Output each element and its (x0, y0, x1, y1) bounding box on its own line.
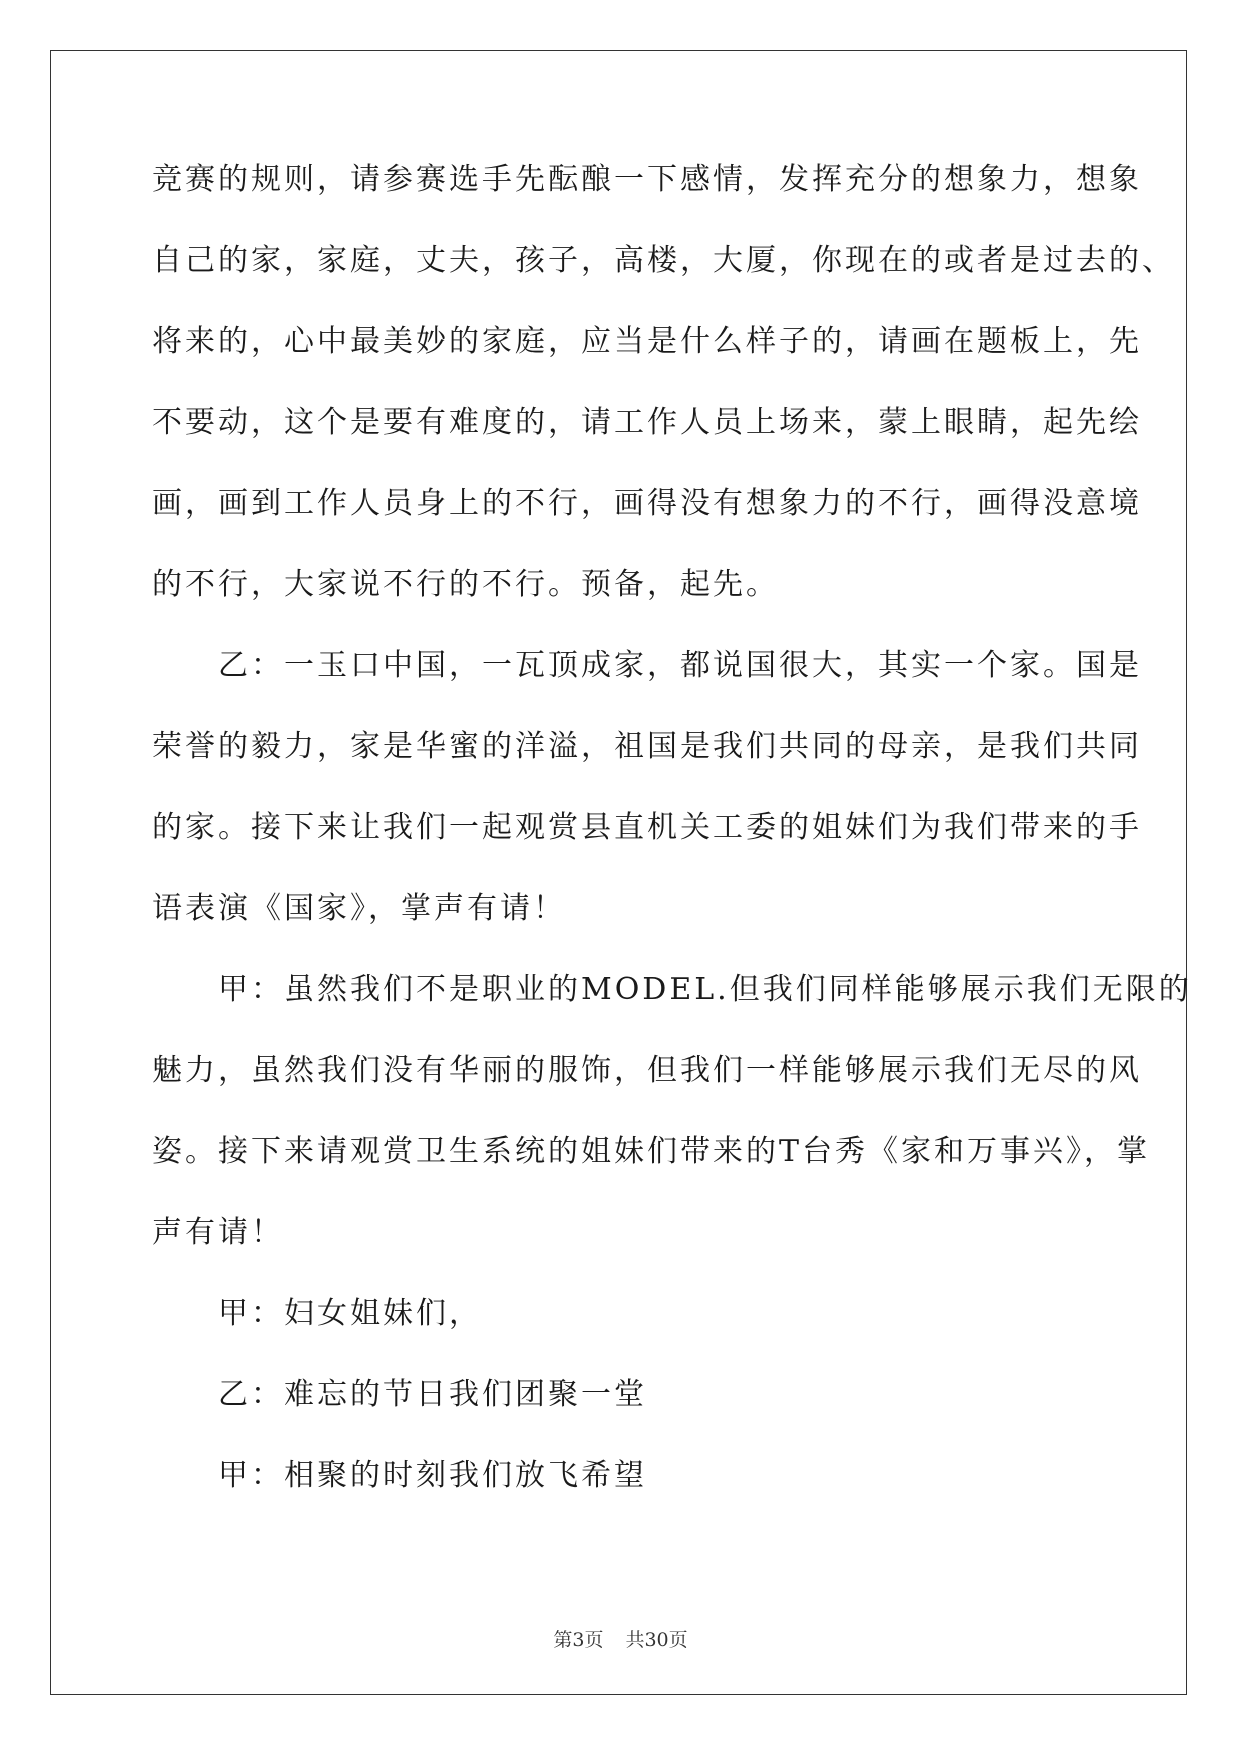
text-line: 姿。接下来请观赏卫生系统的姐妹们带来的T台秀《家和万事兴》，掌 (152, 1134, 1151, 1169)
document-body (152, 160, 1192, 1537)
text-line: 将来的，心中最美妙的家庭，应当是什么样子的，请画在题板上，先 (152, 324, 1142, 359)
text-line: 画，画到工作人员身上的不行，画得没有想象力的不行，画得没意境 (152, 486, 1142, 521)
text-line: 魅力，虽然我们没有华丽的服饰，但我们一样能够展示我们无尽的风 (152, 1053, 1142, 1088)
text-line: 甲：虽然我们不是职业的MODEL.但我们同样能够展示我们无限的 (152, 972, 1192, 1007)
text-line: 声有请！ (152, 1215, 284, 1250)
text-line: 荣誉的毅力，家是华蜜的洋溢，祖国是我们共同的母亲，是我们共同 (152, 729, 1142, 764)
text-line: 甲：相聚的时刻我们放飞希望 (152, 1458, 647, 1493)
text-line: 的不行，大家说不行的不行。预备，起先。 (152, 567, 779, 602)
text-line: 乙：难忘的节日我们团聚一堂 (152, 1377, 647, 1412)
text-line: 自己的家，家庭，丈夫，孩子，高楼，大厦，你现在的或者是过去的、 (152, 243, 1175, 278)
page-footer (0, 1625, 1241, 1652)
text-line: 不要动，这个是要有难度的，请工作人员上场来，蒙上眼睛，起先绘 (152, 405, 1142, 440)
text-line: 甲：妇女姐妹们， (152, 1296, 482, 1331)
text-line: 的家。接下来让我们一起观赏县直机关工委的姐妹们为我们带来的手 (152, 810, 1142, 845)
text-line: 乙：一玉口中国，一瓦顶成家，都说国很大，其实一个家。国是 (152, 648, 1142, 683)
page-number: 第3页 (553, 1629, 604, 1651)
page-total: 共30页 (625, 1629, 688, 1651)
text-line: 语表演《国家》，掌声有请！ (152, 891, 566, 926)
text-line: 竞赛的规则，请参赛选手先酝酿一下感情，发挥充分的想象力，想象 (152, 162, 1142, 197)
